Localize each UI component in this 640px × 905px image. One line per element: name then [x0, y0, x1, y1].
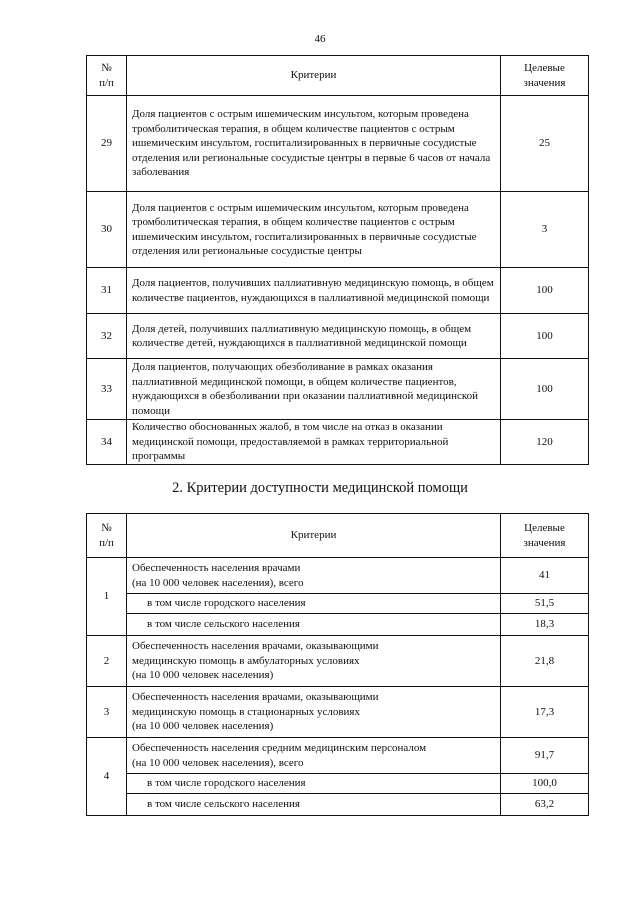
subrow-criteria: в том числе сельского населения — [127, 614, 501, 636]
row-number: 1 — [87, 558, 127, 636]
subrow-criteria: в том числе городского населения — [127, 774, 501, 794]
row-value: 120 — [501, 420, 589, 465]
row-value: 21,8 — [501, 636, 589, 687]
header-values: Целевые значения — [501, 56, 589, 96]
table-header-row — [87, 514, 589, 558]
row-criteria: Доля пациентов, получающих обезболивание в рамках оказания паллиативной медицинской помощи, в общем количестве пациентов, нуждающихся в обезболивании при оказании паллиативной медицинской помощи — [127, 359, 501, 420]
row-number: 33 — [87, 359, 127, 420]
table-row — [87, 314, 589, 359]
page-number: 46 — [314, 33, 326, 45]
header-criteria: Критерии — [127, 514, 501, 558]
subrow-value: 63,2 — [501, 794, 589, 816]
subrow-value: 100,0 — [501, 774, 589, 794]
row-criteria: Доля детей, получивших паллиативную медицинскую помощь, в общем количестве детей, нуждающихся в паллиативной медицинской помощи — [127, 314, 501, 359]
row-number: 4 — [87, 738, 127, 816]
row-criteria: Обеспеченность населения средним медицинским персоналом (на 10 000 человек населения), всего — [127, 738, 501, 774]
row-number: 2 — [87, 636, 127, 687]
row-criteria: Доля пациентов, получивших паллиативную медицинскую помощь, в общем количестве пациентов, нуждающихся в паллиативной медицинской помощи — [127, 268, 501, 314]
table-row — [87, 738, 589, 774]
row-value: 100 — [501, 359, 589, 420]
row-criteria: Обеспеченность населения врачами (на 10 000 человек населения), всего — [127, 558, 501, 594]
table-row — [87, 558, 589, 594]
accessibility-criteria-table — [86, 513, 589, 816]
table-row — [87, 636, 589, 687]
table-subrow — [87, 594, 589, 614]
table-row — [87, 687, 589, 738]
table-row — [87, 420, 589, 465]
subrow-criteria: в том числе городского населения — [127, 594, 501, 614]
table-subrow — [87, 614, 589, 636]
subrow-value: 18,3 — [501, 614, 589, 636]
row-number: 3 — [87, 687, 127, 738]
row-number: 34 — [87, 420, 127, 465]
table-row — [87, 192, 589, 268]
row-value: 3 — [501, 192, 589, 268]
table-row — [87, 268, 589, 314]
row-value: 100 — [501, 314, 589, 359]
table-subrow — [87, 774, 589, 794]
row-criteria: Обеспеченность населения врачами, оказывающими медицинскую помощь в амбулаторных условиях (на 10 000 человек населения) — [127, 636, 501, 687]
table-row — [87, 96, 589, 192]
row-criteria: Доля пациентов с острым ишемическим инсультом, которым проведена тромболитическая терапия, в общем количестве пациентов с острым ишемическим инсультом, госпитализированных в первичные сосудистые отделения или региональные сосудистые центры — [127, 192, 501, 268]
subrow-criteria: в том числе сельского населения — [127, 794, 501, 816]
header-values: Целевые значения — [501, 514, 589, 558]
row-number: 31 — [87, 268, 127, 314]
table-header-row — [87, 56, 589, 96]
table-row — [87, 359, 589, 420]
row-number: 30 — [87, 192, 127, 268]
table-subrow — [87, 794, 589, 816]
row-criteria: Количество обоснованных жалоб, в том числе на отказ в оказании медицинской помощи, предоставляемой в рамках территориальной программы — [127, 420, 501, 465]
row-value: 100 — [501, 268, 589, 314]
row-value: 17,3 — [501, 687, 589, 738]
section-title-accessibility: 2. Критерии доступности медицинской помощи — [172, 480, 468, 496]
row-value: 25 — [501, 96, 589, 192]
row-criteria: Обеспеченность населения врачами, оказывающими медицинскую помощь в стационарных условиях (на 10 000 человек населения) — [127, 687, 501, 738]
row-number: 32 — [87, 314, 127, 359]
row-value: 41 — [501, 558, 589, 594]
row-criteria: Доля пациентов с острым ишемическим инсультом, которым проведена тромболитическая терапия, в общем количестве пациентов с острым ишемическим инсультом, госпитализированных в первичные сосудистые отделения или региональные сосудистые центры в первые 6 часов от начала заболевания — [127, 96, 501, 192]
header-num: № п/п — [87, 56, 127, 96]
header-criteria: Критерии — [127, 56, 501, 96]
header-num: № п/п — [87, 514, 127, 558]
row-value: 91,7 — [501, 738, 589, 774]
row-number: 29 — [87, 96, 127, 192]
criteria-table-continued — [86, 55, 589, 465]
subrow-value: 51,5 — [501, 594, 589, 614]
